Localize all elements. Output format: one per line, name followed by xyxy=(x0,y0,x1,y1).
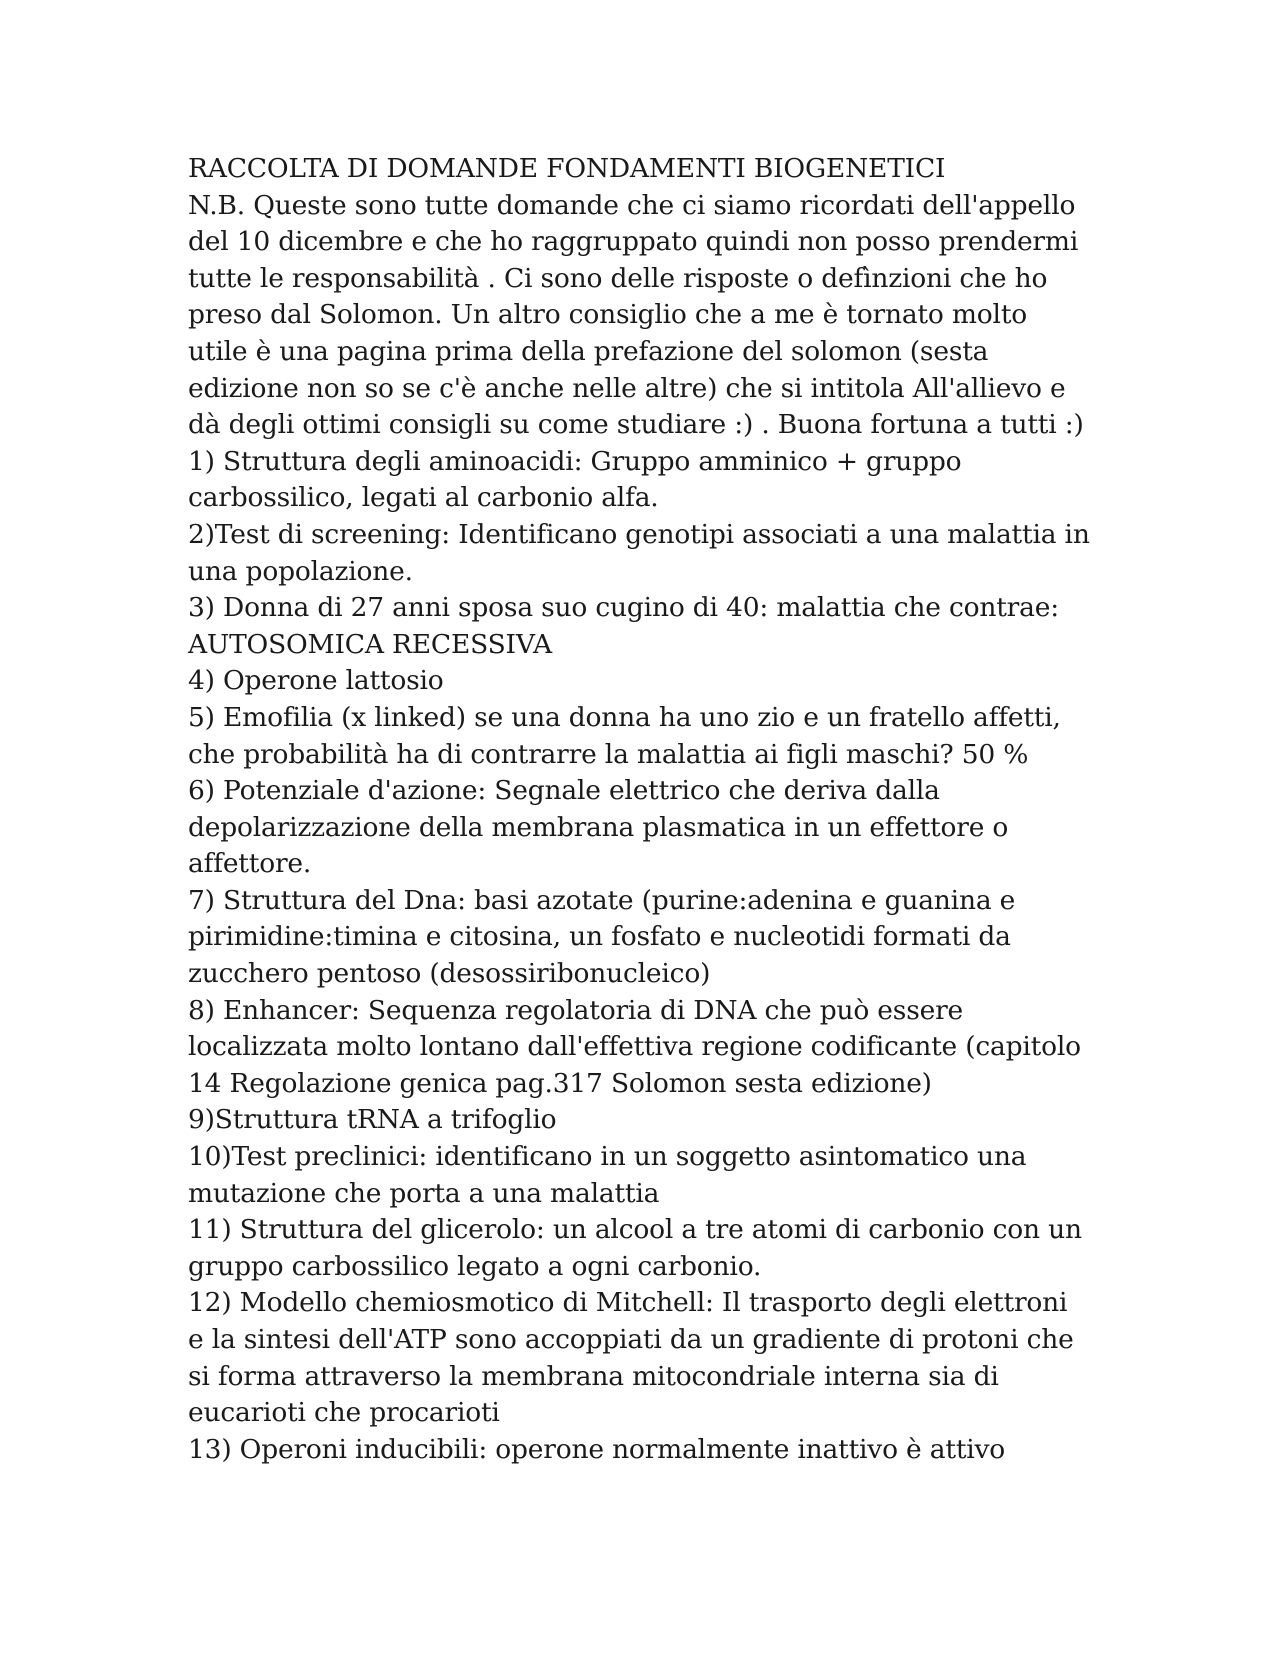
text-line: 1) Struttura degli aminoacidi: Gruppo amminico + gruppo xyxy=(188,445,962,477)
text-line: tutte le responsabilità . Ci sono delle risposte o defìnzioni che ho xyxy=(188,262,1048,294)
text-line: 4) Operone lattosio xyxy=(188,665,444,697)
text-line: eucarioti che procarioti xyxy=(188,1397,500,1429)
text-line: pirimidine:timina e citosina, un fosfato e nucleotidi formati da xyxy=(188,921,1011,953)
text-line: 7) Struttura del Dna: basi azotate (purine:adenina e guanina e xyxy=(188,884,1016,916)
text-line: e la sintesi dell'ATP sono accoppiati da un gradiente di protoni che xyxy=(188,1324,1074,1355)
text-line: 2)Test di screening: Identificano genotipi associati a una malattia in xyxy=(188,518,1090,550)
text-line: preso dal Solomon. Un altro consiglio che a me è tornato molto xyxy=(188,299,1028,331)
text-line: si forma attraverso la membrana mitocondriale interna sia di xyxy=(188,1360,999,1392)
text-line: 5) Emofilia (x linked) se una donna ha uno zio e un fratello affetti, xyxy=(188,701,1061,733)
text-line: 14 Regolazione genica pag.317 Solomon sesta edizione) xyxy=(188,1067,932,1099)
text-line: N.B. Queste sono tutte domande che ci siamo ricordati dell'appello xyxy=(188,189,1076,221)
text-line: gruppo carbossilico legato a ogni carbonio. xyxy=(188,1250,762,1282)
text-line: depolarizzazione della membrana plasmatica in un effettore o xyxy=(188,811,1009,843)
text-line: 12) Modello chemiosmotico di Mitchell: Il trasporto degli elettroni xyxy=(188,1287,1068,1319)
text-line: 6) Potenziale d'azione: Segnale elettrico che deriva dalla xyxy=(188,775,940,807)
text-line: 3) Donna di 27 anni sposa suo cugino di 40: malattia che contrae: xyxy=(188,592,1059,624)
text-line: AUTOSOMICA RECESSIVA xyxy=(188,628,552,660)
text-line: edizione non so se c'è anche nelle altre) che si intitola All'allievo e xyxy=(188,372,1066,404)
text-line: localizzata molto lontano dall'effettiva regione codificante (capitolo xyxy=(188,1031,1081,1063)
text-line: mutazione che porta a una malattia xyxy=(188,1177,660,1209)
document-body xyxy=(188,151,1118,1468)
text-line: una popolazione. xyxy=(188,555,413,587)
text-line: 9)Struttura tRNA a trifoglio xyxy=(188,1104,557,1136)
text-line: dà degli ottimi consigli su come studiare :) . Buona fortuna a tutti :) xyxy=(188,409,1084,441)
text-line: 11) Struttura del glicerolo: un alcool a tre atomi di carbonio con un xyxy=(188,1214,1082,1246)
text-line: che probabilità ha di contrarre la malattia ai figli maschi? 50 % xyxy=(188,738,1029,770)
text-line: 8) Enhancer: Sequenza regolatoria di DNA che può essere xyxy=(188,994,964,1026)
text-line: carbossilico, legati al carbonio alfa. xyxy=(188,482,659,514)
document-title: RACCOLTA DI DOMANDE FONDAMENTI BIOGENETICI xyxy=(188,153,946,184)
text-line: zucchero pentoso (desossiribonucleico) xyxy=(188,958,711,990)
text-line: del 10 dicembre e che ho raggruppato quindi non posso prendermi xyxy=(188,226,1079,258)
text-line: 10)Test preclinici: identificano in un soggetto asintomatico una xyxy=(188,1141,1027,1173)
text-line: 13) Operoni inducibili: operone normalmente inattivo è attivo xyxy=(188,1433,1006,1465)
text-line: utile è una pagina prima della prefazione del solomon (sesta xyxy=(188,335,989,367)
text-line: affettore. xyxy=(188,848,312,880)
